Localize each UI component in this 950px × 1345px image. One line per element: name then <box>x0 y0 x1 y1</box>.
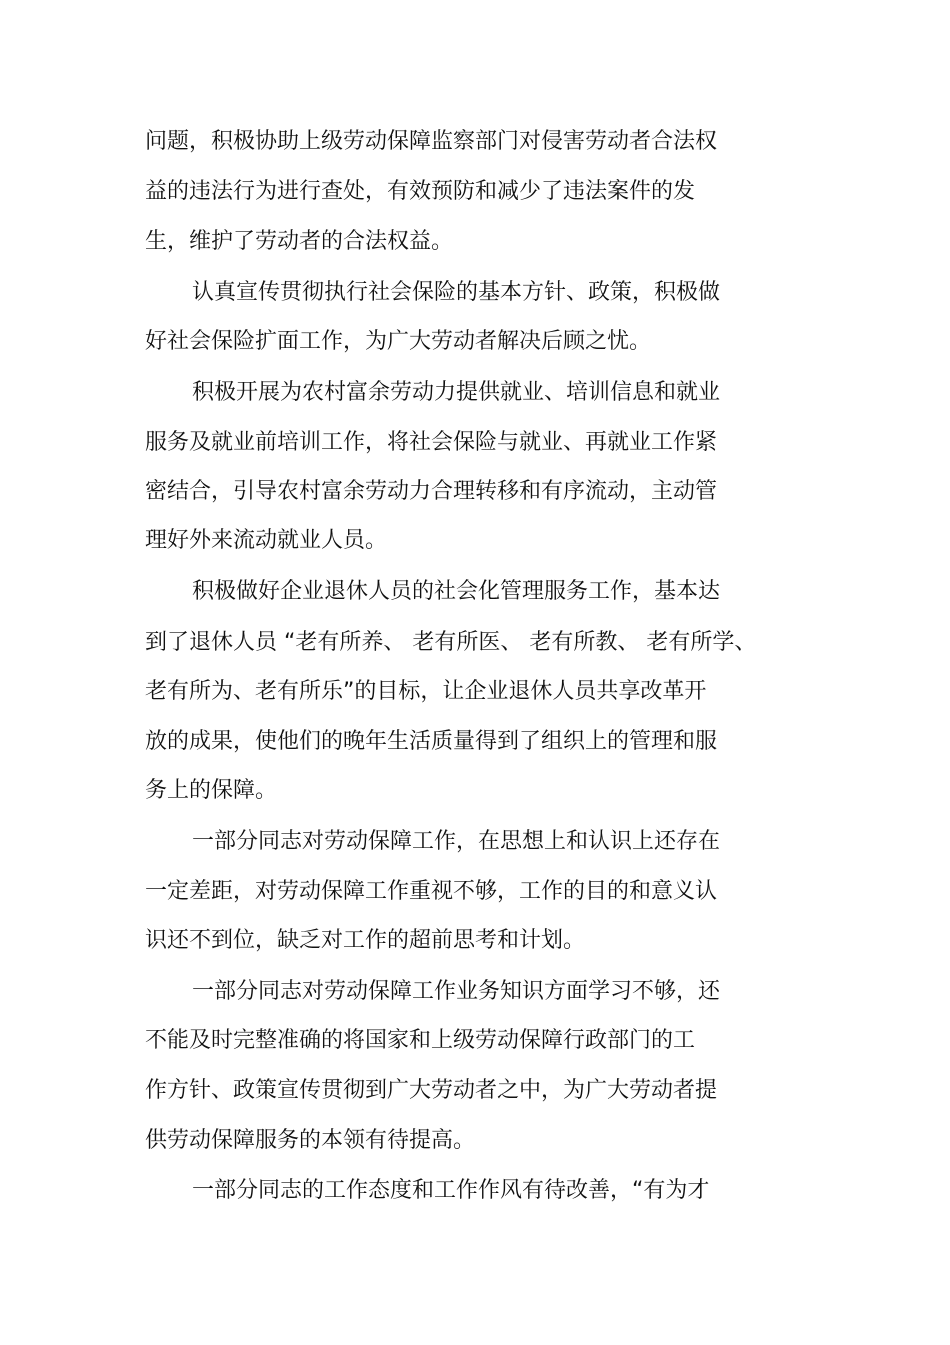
paragraph-3-line-3: 密结合，引导农村富余劳动力合理转移和有序流动，主动管 <box>145 479 718 504</box>
paragraph-3-line-4: 理好外来流动就业人员。 <box>145 528 388 553</box>
paragraph-6-line-1: 一部分同志对劳动保障工作业务知识方面学习不够，还 <box>192 979 721 1004</box>
paragraph-5-line-1: 一部分同志对劳动保障工作，在思想上和认识上还存在 <box>192 829 721 854</box>
paragraph-4-line-4: 放的成果，使他们的晚年生活质量得到了组织上的管理和服 <box>145 729 718 754</box>
paragraph-2-line-1: 认真宣传贯彻执行社会保险的基本方针、政策，积极做 <box>192 280 721 305</box>
paragraph-7-line-1: 一部分同志的工作态度和工作作风有待改善，“有为才 <box>192 1178 710 1203</box>
paragraph-2-line-2: 好社会保险扩面工作，为广大劳动者解决后顾之忧。 <box>145 329 652 354</box>
paragraph-6-line-2: 不能及时完整准确的将国家和上级劳动保障行政部门的工 <box>145 1028 696 1053</box>
paragraph-6-line-3: 作方针、政策宣传贯彻到广大劳动者之中，为广大劳动者提 <box>145 1078 718 1103</box>
paragraph-5-line-2: 一定差距，对劳动保障工作重视不够，工作的目的和意义认 <box>145 879 718 904</box>
paragraph-4-line-2: 到了退休人员 “老有所养、 老有所医、 老有所教、 老有所学、 <box>145 630 757 655</box>
paragraph-3-line-1: 积极开展为农村富余劳动力提供就业、培训信息和就业 <box>192 380 721 405</box>
paragraph-3-line-2: 服务及就业前培训工作，将社会保险与就业、再就业工作紧 <box>145 430 718 455</box>
paragraph-5-line-3: 识还不到位，缺乏对工作的超前思考和计划。 <box>145 928 586 953</box>
paragraph-1-line-3: 生，维护了劳动者的合法权益。 <box>145 229 454 254</box>
paragraph-6-line-4: 供劳动保障服务的本领有待提高。 <box>145 1128 476 1153</box>
paragraph-1-line-2: 益的违法行为进行查处，有效预防和减少了违法案件的发 <box>145 179 696 204</box>
paragraph-4-line-5: 务上的保障。 <box>145 778 278 803</box>
paragraph-4-line-1: 积极做好企业退休人员的社会化管理服务工作，基本达 <box>192 579 721 604</box>
paragraph-1-line-1: 问题，积极协助上级劳动保障监察部门对侵害劳动者合法权 <box>145 129 718 154</box>
paragraph-4-line-3: 老有所为、老有所乐”的目标，让企业退休人员共享改革开 <box>145 679 707 704</box>
